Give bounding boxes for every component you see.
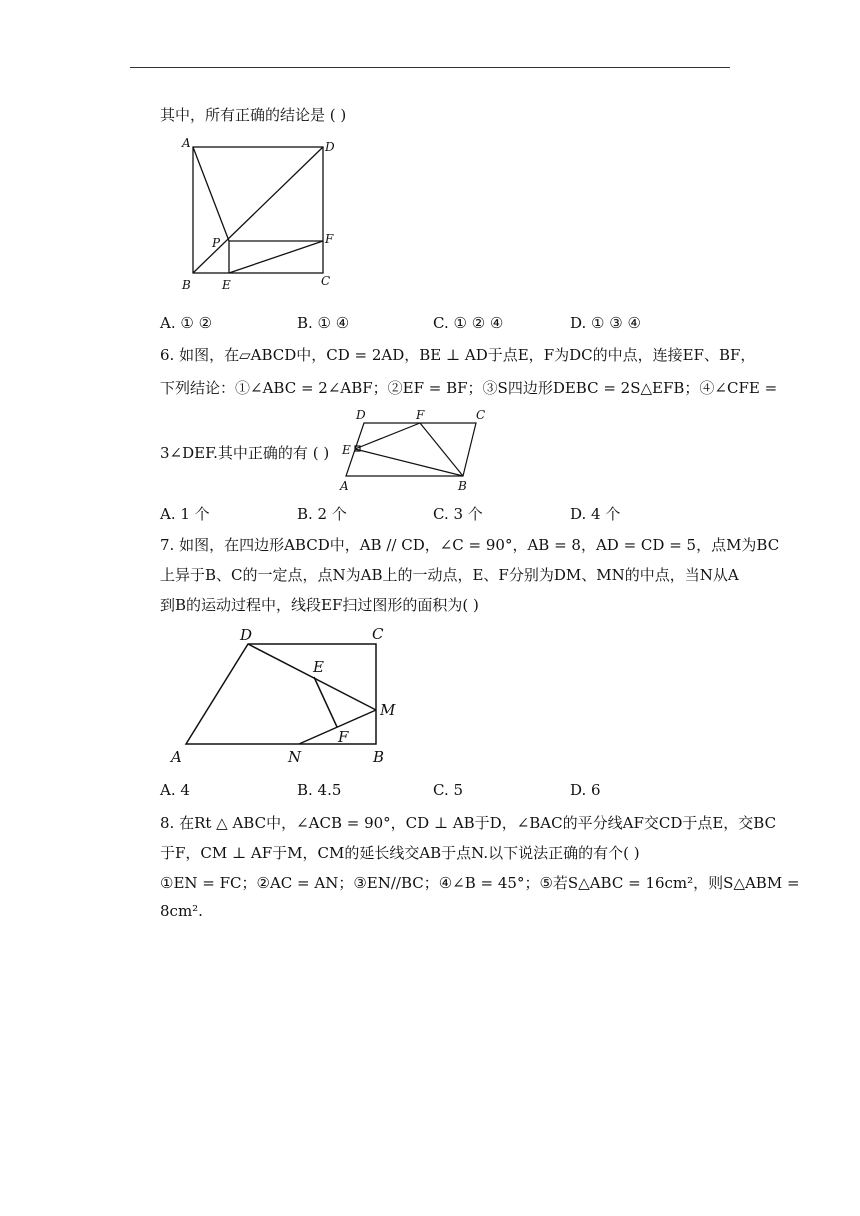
q6-option-a[interactable]: A. 1 个 bbox=[160, 505, 210, 523]
q6-label-f: F bbox=[416, 408, 425, 422]
q5-label-e: E bbox=[222, 278, 231, 292]
q7-label-e: E bbox=[313, 658, 324, 676]
q8-stem-line3: ①EN = FC；②AC = AN；③EN//BC；④∠B = 45°；⑤若S△ABC = 16cm²，则S△ABM = bbox=[160, 874, 800, 892]
q6-stem-line3: 3∠DEF.其中正确的有 ( ) bbox=[160, 444, 330, 462]
q6-label-c: C bbox=[476, 408, 486, 422]
q5-lead-text: 其中，所有正确的结论是 ( ) bbox=[160, 106, 347, 124]
q7-label-b: B bbox=[373, 748, 385, 766]
q5-option-a[interactable]: A. ① ② bbox=[160, 314, 213, 332]
q7-stem-line1: 7. 如图，在四边形ABCD中，AB // CD，∠C = 90°，AB = 8，AD = CD = 5，点M为BC bbox=[160, 536, 780, 554]
q6-stem-line2: 下列结论：①∠ABC = 2∠ABF；②EF = BF；③S四边形DEBC = 2S△EFB；④∠CFE = bbox=[160, 379, 778, 397]
q6-parallelogram-figure bbox=[336, 404, 486, 492]
q6-label-d: D bbox=[356, 408, 366, 422]
q7-stem-line3: 到B的运动过程中，线段EF扫过图形的面积为( ) bbox=[160, 596, 479, 614]
q7-option-b[interactable]: B. 4.5 bbox=[297, 781, 342, 799]
q6-stem-line1: 6. 如图，在▱ABCD中，CD = 2AD，BE ⊥ AD于点E，F为DC的中点，连接EF、BF， bbox=[160, 346, 756, 364]
q7-label-a: A bbox=[171, 748, 182, 766]
q5-option-b[interactable]: B. ① ④ bbox=[297, 314, 350, 332]
q8-stem-line1: 8. 在Rt △ ABC中，∠ACB = 90°，CD ⊥ AB于D，∠BAC的平分线AF交CD于点E，交BC bbox=[160, 814, 777, 832]
q6-option-d[interactable]: D. 4 个 bbox=[570, 505, 621, 523]
q7-label-f: F bbox=[338, 728, 349, 746]
q8-stem-line2: 于F，CM ⊥ AF于M，CM的延长线交AB于点N.以下说法正确的有个( ) bbox=[160, 844, 640, 862]
q7-stem-line2: 上异于B、C的一定点，点N为AB上的一动点，E、F分别为DM、MN的中点，当N从A bbox=[160, 566, 739, 584]
q5-option-d[interactable]: D. ① ③ ④ bbox=[570, 314, 641, 332]
q6-label-a: A bbox=[340, 479, 349, 492]
q7-trapezoid-figure bbox=[168, 622, 408, 770]
q5-square-figure bbox=[172, 133, 342, 295]
q5-label-f: F bbox=[325, 232, 334, 246]
q6-option-c[interactable]: C. 3 个 bbox=[433, 505, 483, 523]
q5-label-c: C bbox=[321, 274, 331, 288]
q7-label-n: N bbox=[288, 748, 302, 766]
q5-label-b: B bbox=[182, 278, 191, 292]
q7-option-a[interactable]: A. 4 bbox=[160, 781, 190, 799]
q7-label-d: D bbox=[240, 626, 253, 644]
header-rule bbox=[130, 67, 730, 68]
q6-label-e: E bbox=[342, 443, 351, 457]
q6-option-b[interactable]: B. 2 个 bbox=[297, 505, 347, 523]
q5-label-d: D bbox=[325, 140, 335, 154]
q7-label-c: C bbox=[372, 625, 384, 643]
q5-label-a: A bbox=[182, 136, 191, 150]
q6-label-b: B bbox=[458, 479, 467, 492]
q7-label-m: M bbox=[380, 701, 396, 719]
q5-label-p: P bbox=[212, 236, 221, 250]
q5-option-c[interactable]: C. ① ② ④ bbox=[433, 314, 504, 332]
q7-option-c[interactable]: C. 5 bbox=[433, 781, 464, 799]
q8-stem-line4: 8cm². bbox=[160, 902, 203, 920]
q7-option-d[interactable]: D. 6 bbox=[570, 781, 601, 799]
